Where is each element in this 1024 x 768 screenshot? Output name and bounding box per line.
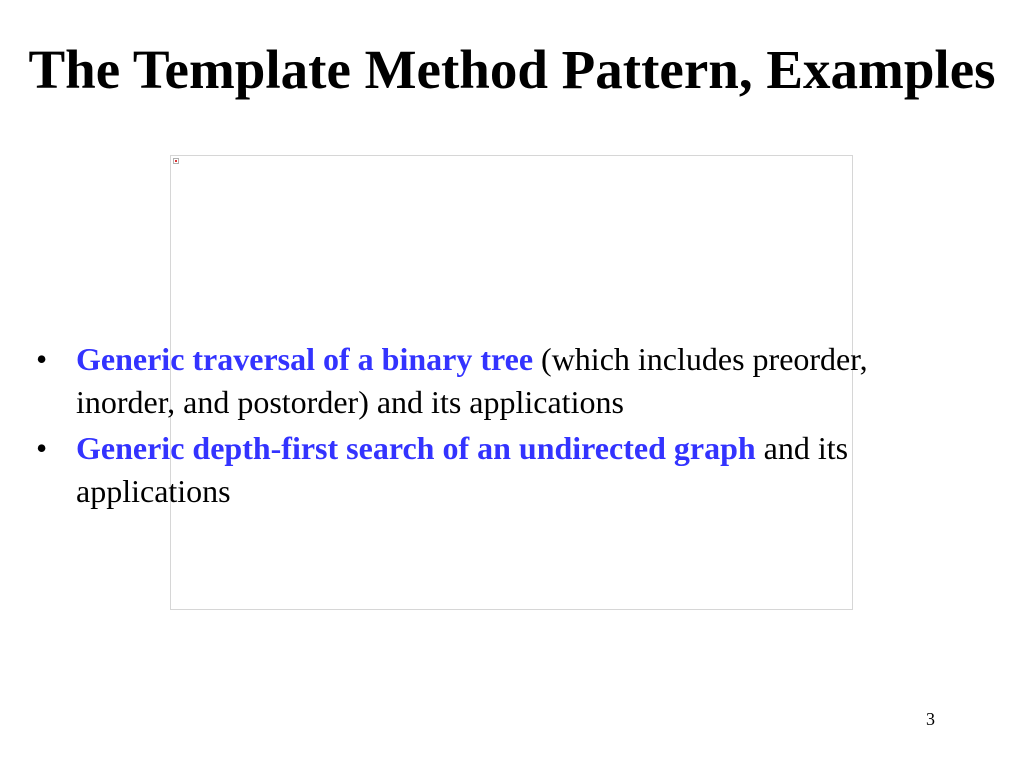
bullet-item [36,338,936,424]
bullet-marker: • [36,341,48,377]
broken-image-icon [173,158,179,164]
bullet-text: and its applications [76,430,849,509]
bullet-item [36,427,936,513]
slide-title: The Template Method Pattern, Examples [28,39,996,100]
bullet-text: (which includes preorder, inorder, and postorder) and its applications [76,341,868,420]
bullet-marker: • [36,430,48,466]
page-number: 3 [926,709,935,729]
bullet-highlight: Generic depth-first search of an undirected graph [76,430,756,466]
bullet-highlight: Generic traversal of a binary tree [76,341,534,377]
bullet-list [36,338,936,516]
